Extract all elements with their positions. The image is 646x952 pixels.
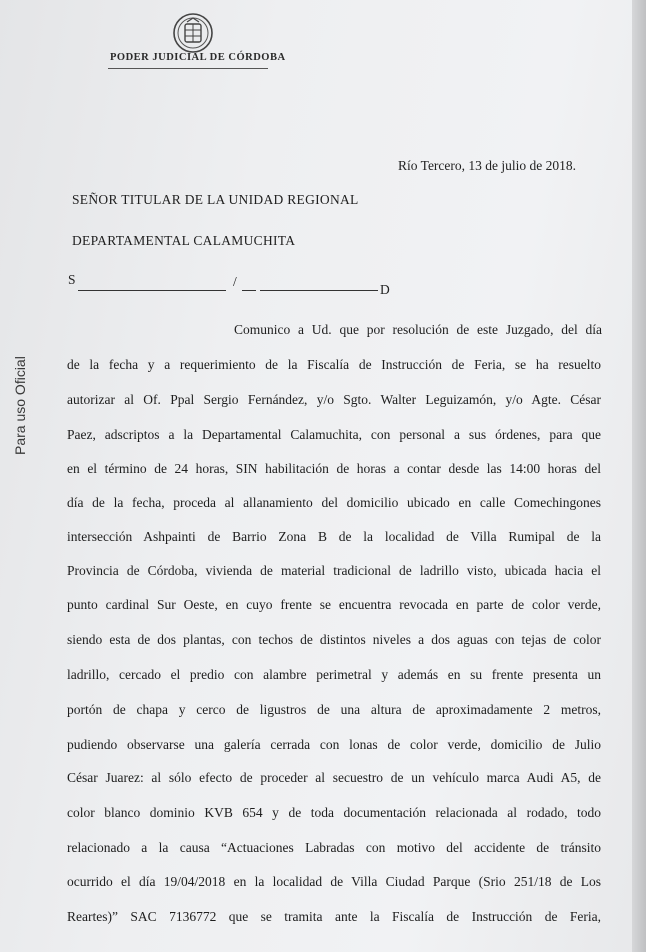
body-line: siendo esta de dos plantas, con techos de distintos niveles a dos aguas con tejas de color [67,632,601,647]
salutation-d: D [380,282,390,297]
margin-note: Para uso Oficial [12,356,28,455]
body-line: pudiendo observarse una galería cerrada con lonas de color verde, domicilio de Julio [67,737,601,752]
salutation-slash: / [233,274,237,289]
body-line: color blanco dominio KVB 654 y de toda documentación relacionada al rodado, todo [67,805,601,820]
body-line: de la fecha y a requerimiento de la Fiscalía de Instrucción de Feria, se ha resuelto [67,357,601,372]
place-date: Río Tercero, 13 de julio de 2018. [398,158,577,173]
body-line: relacionado a la causa “Actuaciones Labradas con motivo del accidente de tránsito [67,840,601,855]
body-line: César Juarez: al sólo efecto de proceder al secuestro de un vehículo marca Audi A5, de [67,770,601,785]
body-line: ladrillo, cercado el predio con alambre perimetral y además en su frente presenta un [67,667,601,682]
addressee-line-1: SEÑOR TITULAR DE LA UNIDAD REGIONAL [72,192,359,207]
letterhead-organization: PODER JUDICIAL DE CÓRDOBA [110,52,286,63]
body-line: Reartes)” SAC 7136772 que se tramita ante la Fiscalía de Instrucción de Feria, [67,909,601,924]
addressee-line-2: DEPARTAMENTAL CALAMUCHITA [72,233,296,248]
body-line: ocurrido el día 19/04/2018 en la localidad de Villa Ciudad Parque (Srio 251/18 de Los [67,874,601,889]
body-line: en el término de 24 horas, SIN habilitación de horas a contar desde las 14:00 horas del [67,461,601,476]
body-line: día de la fecha, proceda al allanamiento del domicilio ubicado en calle Comechingones [67,495,601,510]
salutation-s: S [68,272,76,287]
body-line: portón de chapa y cerco de ligustros de una altura de aproximadamente 2 metros, [67,702,601,717]
body-line: intersección Ashpainti de Barrio Zona B de la localidad de Villa Rumipal de la [67,529,601,544]
body-line: Comunico a Ud. que por resolución de este Juzgado, del día [234,322,602,337]
body-line: punto cardinal Sur Oeste, en cuyo frente se encuentra revocada en parte de color verde, [67,597,601,612]
body-line: autorizar al Of. Ppal Sergio Fernández, y/o Sgto. Walter Leguizamón, y/o Agte. César [67,392,601,407]
body-line: Provincia de Córdoba, vivienda de material tradicional de ladrillo visto, ubicada hacia el [67,563,601,578]
body-line: Paez, adscriptos a la Departamental Calamuchita, con personal a sus órdenes, para que [67,427,601,442]
